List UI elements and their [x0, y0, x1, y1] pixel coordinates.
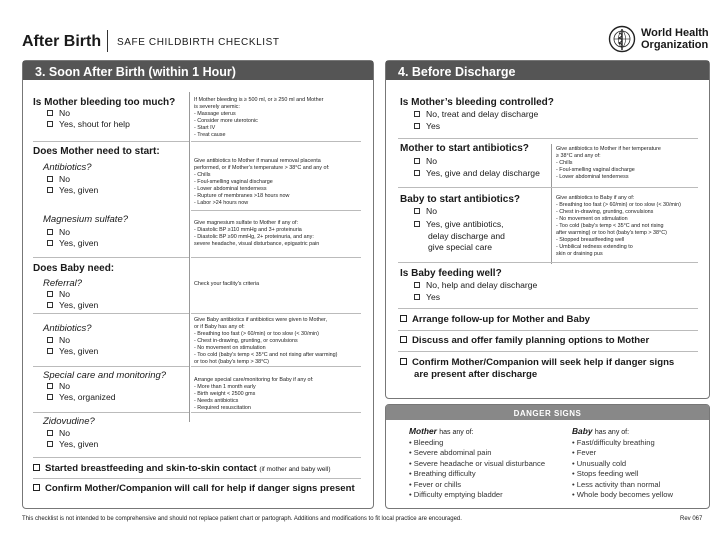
divider — [191, 412, 361, 413]
note-line: - Birth weight < 2500 gms — [194, 391, 256, 397]
option-label: No — [426, 156, 437, 166]
option-label: No — [59, 174, 70, 184]
checkbox[interactable] — [47, 302, 53, 308]
option-label: No — [59, 289, 70, 299]
option-label: Yes — [426, 292, 441, 302]
option-label: No — [59, 381, 70, 391]
note-line: Check your facility's criteria — [194, 281, 260, 287]
checkbox[interactable] — [47, 176, 53, 182]
option-label: No — [426, 206, 437, 216]
option-label: Yes, give antibiotics, — [426, 219, 504, 229]
note-line: Give antibiotics to Baby if any of: — [556, 195, 635, 201]
note-line: - Needs antibiotics — [194, 398, 239, 404]
question-referral: Referral? — [43, 278, 83, 289]
danger-baby-title — [572, 427, 629, 436]
divider — [33, 313, 189, 314]
divider — [398, 138, 698, 139]
action-breastfeeding[interactable] — [33, 464, 330, 474]
action-family-planning[interactable] — [400, 336, 649, 346]
note-baby-antibiotics-discharge — [556, 195, 681, 258]
note-line: - Chest in-drawing, grunting, convulsions — [556, 209, 654, 215]
option-label: No — [59, 335, 70, 345]
option-yes-given[interactable] — [47, 301, 98, 310]
note-line: - Labor >24 hours now — [194, 200, 249, 206]
divider — [33, 366, 189, 367]
action-note: (if mother and baby well) — [259, 466, 331, 473]
note-line: - No movement on stimulation — [556, 216, 628, 222]
option-label: No, treat and delay discharge — [426, 109, 539, 119]
option-label: No — [59, 108, 70, 118]
divider — [33, 412, 189, 413]
divider — [398, 262, 698, 263]
question-baby-start-antibiotics: Baby to start antibiotics? — [400, 194, 521, 205]
action-follow-up[interactable] — [400, 315, 590, 325]
question-baby-feeding: Is Baby feeding well? — [400, 268, 502, 279]
option-yes-given[interactable] — [47, 347, 98, 356]
list-item: • Fast/difficulty breathing — [572, 438, 655, 447]
checkbox[interactable] — [47, 441, 53, 447]
note-line: severe headache, visual disturbance, epigastric pain — [194, 241, 320, 247]
note-mother-bleeding — [194, 97, 323, 139]
divider — [191, 366, 361, 367]
action-confirm-seek-help[interactable] — [400, 357, 674, 381]
option-label: No — [59, 428, 70, 438]
option-yes-give-delay[interactable] — [414, 169, 540, 178]
option-yes-shout[interactable] — [47, 120, 130, 129]
option-no[interactable] — [47, 228, 70, 237]
footer-disclaimer: This checklist is not intended to be comprehensive and should not replace patient chart or partograph. Additions and modifications to fit local practice are encouraged. — [22, 516, 462, 522]
list-item: • Unusually cold — [572, 458, 627, 468]
note-line: - Chills — [194, 172, 211, 178]
option-no[interactable] — [414, 157, 437, 166]
note-line: - Rupture of membranes >18 hours now — [194, 193, 290, 199]
note-line: ≥ 38°C and any of: — [556, 153, 601, 159]
divider — [191, 141, 361, 142]
checkbox[interactable] — [414, 294, 420, 300]
note-line: skin or draining pus — [556, 251, 603, 257]
danger-mother-list — [409, 438, 545, 500]
checkbox[interactable] — [414, 123, 420, 129]
checkbox[interactable] — [47, 291, 53, 297]
list-item: • Fever or chills — [409, 479, 462, 489]
checkbox[interactable] — [414, 158, 420, 164]
note-line: - Breathing too fast (> 60/min) or too slow (< 30/min) — [194, 331, 319, 337]
question-mother-bleeding: Is Mother bleeding too much? — [33, 97, 176, 108]
checkbox[interactable] — [414, 221, 420, 227]
option-no[interactable] — [47, 429, 70, 438]
option-yes-give-antibiotics[interactable] — [414, 219, 505, 254]
checkbox[interactable] — [47, 337, 53, 343]
note-referral — [194, 281, 259, 288]
option-label: Yes, given — [59, 238, 99, 248]
checkbox[interactable] — [47, 383, 53, 389]
danger-baby-suffix: has any of: — [594, 429, 630, 436]
question-baby-antibiotics: Antibiotics? — [43, 323, 92, 334]
option-label: No, help and delay discharge — [426, 280, 538, 290]
danger-mother-title — [409, 427, 474, 436]
checkbox[interactable] — [47, 240, 53, 246]
note-line: - Chills — [556, 160, 573, 166]
note-line: - Required resuscitation — [194, 405, 251, 411]
action-label: Discuss and offer family planning options to Mother — [412, 335, 650, 346]
note-line: - Stopped breastfeeding well — [556, 237, 625, 243]
note-line: - Too cold (baby's temp < 35°C and not rising after warming) — [194, 352, 338, 358]
checkbox[interactable] — [33, 484, 40, 491]
footer-revision: Rev 067 — [680, 516, 703, 522]
note-line: - Diastolic BP ≥110 mmHg and 3+ proteinuria — [194, 227, 302, 233]
question-baby-need: Does Baby need: — [33, 263, 115, 274]
divider — [398, 351, 698, 352]
checkbox[interactable] — [400, 336, 407, 343]
note-line: - Breathing too fast (> 60/min) or too slow (< 30/min) — [556, 202, 681, 208]
list-item: • Breathing difficulty — [409, 469, 476, 479]
checkbox[interactable] — [414, 111, 420, 117]
divider — [398, 308, 698, 309]
note-line: is severely anemic: — [194, 104, 240, 110]
section-heading-before-discharge: 4. Before Discharge — [386, 61, 709, 80]
checkbox[interactable] — [33, 464, 40, 471]
option-label: give special care — [428, 242, 493, 252]
option-no[interactable] — [47, 382, 70, 391]
note-line: or if Baby has any of: — [194, 324, 245, 330]
org-name-line1: World Health — [641, 27, 709, 39]
option-no[interactable] — [47, 175, 70, 184]
option-no[interactable] — [414, 207, 437, 216]
note-line: - Foul-smelling vaginal discharge — [194, 179, 273, 185]
checkbox[interactable] — [47, 187, 53, 193]
option-label: Yes — [426, 121, 441, 131]
option-label: Yes, give and delay discharge — [426, 168, 540, 178]
danger-mother-suffix: has any of: — [439, 429, 474, 436]
action-label: Confirm Mother/Companion will seek help if danger signs — [412, 357, 675, 368]
note-line: Give antibiotics to Mother if her temperature — [556, 146, 661, 152]
note-line: - Lower abdominal tenderness — [194, 186, 267, 192]
question-magnesium-sulfate: Magnesium sulfate? — [43, 214, 129, 225]
option-no-treat-delay[interactable] — [414, 110, 538, 119]
divider — [191, 313, 361, 314]
note-line: - Treat cause — [194, 132, 226, 138]
checkbox[interactable] — [47, 348, 53, 354]
list-item: • Severe headache or visual disturbance — [409, 458, 546, 468]
divider — [191, 210, 361, 211]
option-label: Yes, given — [59, 346, 99, 356]
action-confirm-call-help[interactable] — [33, 484, 355, 494]
question-mother-antibiotics: Antibiotics? — [43, 162, 92, 173]
option-label: Yes, given — [59, 439, 99, 449]
checkbox[interactable] — [414, 170, 420, 176]
note-line: - Consider more uterotonic — [194, 118, 258, 124]
list-item: • Bleeding — [409, 438, 444, 447]
action-label: Confirm Mother/Companion will call for help if danger signs present — [45, 483, 355, 494]
checkbox[interactable] — [47, 394, 53, 400]
danger-signs-heading: DANGER SIGNS — [386, 405, 709, 420]
note-mother-antibiotics — [194, 158, 329, 207]
option-yes-given[interactable] — [47, 440, 98, 449]
note-special-care — [194, 377, 314, 412]
divider — [33, 478, 361, 479]
note-line: - Too cold (baby's temp < 35°C and not rising — [556, 223, 664, 229]
divider — [33, 257, 189, 258]
action-label: Arrange follow-up for Mother and Baby — [412, 314, 591, 325]
question-mother-start: Does Mother need to start: — [33, 146, 160, 157]
note-line: or too hot (baby's temp > 38°C) — [194, 359, 269, 365]
note-line: Give magnesium sulfate to Mother if any of: — [194, 220, 298, 226]
note-line: Give antibiotics to Mother if manual removal placenta — [194, 158, 321, 164]
list-item: • Stops feeding well — [572, 469, 639, 479]
note-line: Arrange special care/monitoring for Baby if any of: — [194, 377, 314, 383]
org-name — [641, 28, 709, 51]
option-no[interactable] — [47, 290, 70, 299]
note-line: - Massage uterus — [194, 111, 236, 117]
note-line: - Chest in-drawing, grunting, or convulsions — [194, 338, 298, 344]
who-logo-icon — [608, 25, 636, 53]
option-yes-organized[interactable] — [47, 393, 116, 402]
checkbox[interactable] — [47, 430, 53, 436]
note-line: - Start IV — [194, 125, 216, 131]
note-line: - No movement on stimulation — [194, 345, 266, 351]
right-notes-divider — [551, 144, 552, 264]
question-mother-bleeding-controlled: Is Mother’s bleeding controlled? — [400, 97, 554, 108]
title-divider — [107, 30, 108, 52]
option-label: Yes, shout for help — [59, 119, 130, 129]
note-line: - Diastolic BP ≥90 mmHg, 2+ proteinuria, and any: — [194, 234, 314, 240]
note-line: - More than 1 month early — [194, 384, 256, 390]
note-line: - Foul-smelling vaginal discharge — [556, 167, 635, 173]
action-label: are present after discharge — [414, 369, 538, 380]
checkbox[interactable] — [400, 358, 407, 365]
note-magnesium — [194, 220, 319, 248]
note-line: - Lower abdominal tenderness — [556, 174, 629, 180]
left-notes-divider — [189, 92, 190, 422]
option-yes-given[interactable] — [47, 186, 98, 195]
divider — [33, 141, 189, 142]
question-mother-start-antibiotics: Mother to start antibiotics? — [400, 143, 529, 154]
option-label: Yes, given — [59, 185, 99, 195]
danger-baby-list — [572, 438, 673, 500]
option-yes-given[interactable] — [47, 239, 98, 248]
danger-baby-label: Baby — [572, 426, 593, 436]
option-label: delay discharge and — [428, 230, 505, 241]
checkbox[interactable] — [47, 121, 53, 127]
divider — [398, 187, 698, 188]
option-yes[interactable] — [414, 122, 440, 131]
question-zidovudine: Zidovudine? — [43, 416, 95, 427]
option-no[interactable] — [47, 336, 70, 345]
list-item: • Difficulty emptying bladder — [409, 490, 503, 500]
checkbox[interactable] — [400, 315, 407, 322]
option-label: Yes, organized — [59, 392, 116, 402]
checkbox[interactable] — [47, 229, 53, 235]
divider — [191, 257, 361, 258]
option-label: No — [59, 227, 70, 237]
divider — [398, 330, 698, 331]
list-item: • Severe abdominal pain — [409, 448, 492, 458]
page-subtitle: SAFE CHILDBIRTH CHECKLIST — [117, 37, 280, 48]
option-yes[interactable] — [414, 293, 440, 302]
checkbox[interactable] — [47, 110, 53, 116]
note-line: If Mother bleeding is ≥ 500 ml, or ≥ 250 ml and Mother — [194, 97, 324, 103]
note-line: after warming) or too hot (baby's temp > 38°C) — [556, 230, 667, 236]
checkbox[interactable] — [414, 282, 420, 288]
section-heading-soon-after-birth: 3. Soon After Birth (within 1 Hour) — [23, 61, 373, 80]
danger-mother-label: Mother — [409, 426, 437, 436]
action-label: Started breastfeeding and skin-to-skin contact — [45, 463, 257, 474]
note-line: performed, or if Mother's temperature > 38°C and any of: — [194, 165, 330, 171]
divider — [33, 457, 361, 458]
question-special-care: Special care and monitoring? — [43, 370, 167, 381]
org-name-line2: Organization — [641, 38, 709, 51]
checkbox[interactable] — [414, 208, 420, 214]
option-label: Yes, given — [59, 300, 99, 310]
list-item: • Whole body becomes yellow — [572, 490, 674, 500]
note-mother-antibiotics-discharge — [556, 146, 661, 181]
list-item: • Fever — [572, 448, 597, 458]
page-title: After Birth — [22, 33, 102, 50]
note-baby-antibiotics — [194, 317, 337, 366]
option-no-help-delay[interactable] — [414, 281, 537, 290]
note-line: Give Baby antibiotics if antibiotics were given to Mother, — [194, 317, 328, 323]
option-no[interactable] — [47, 109, 70, 118]
note-line: - Umbilical redness extending to — [556, 244, 633, 250]
list-item: • Less activity than normal — [572, 479, 661, 489]
